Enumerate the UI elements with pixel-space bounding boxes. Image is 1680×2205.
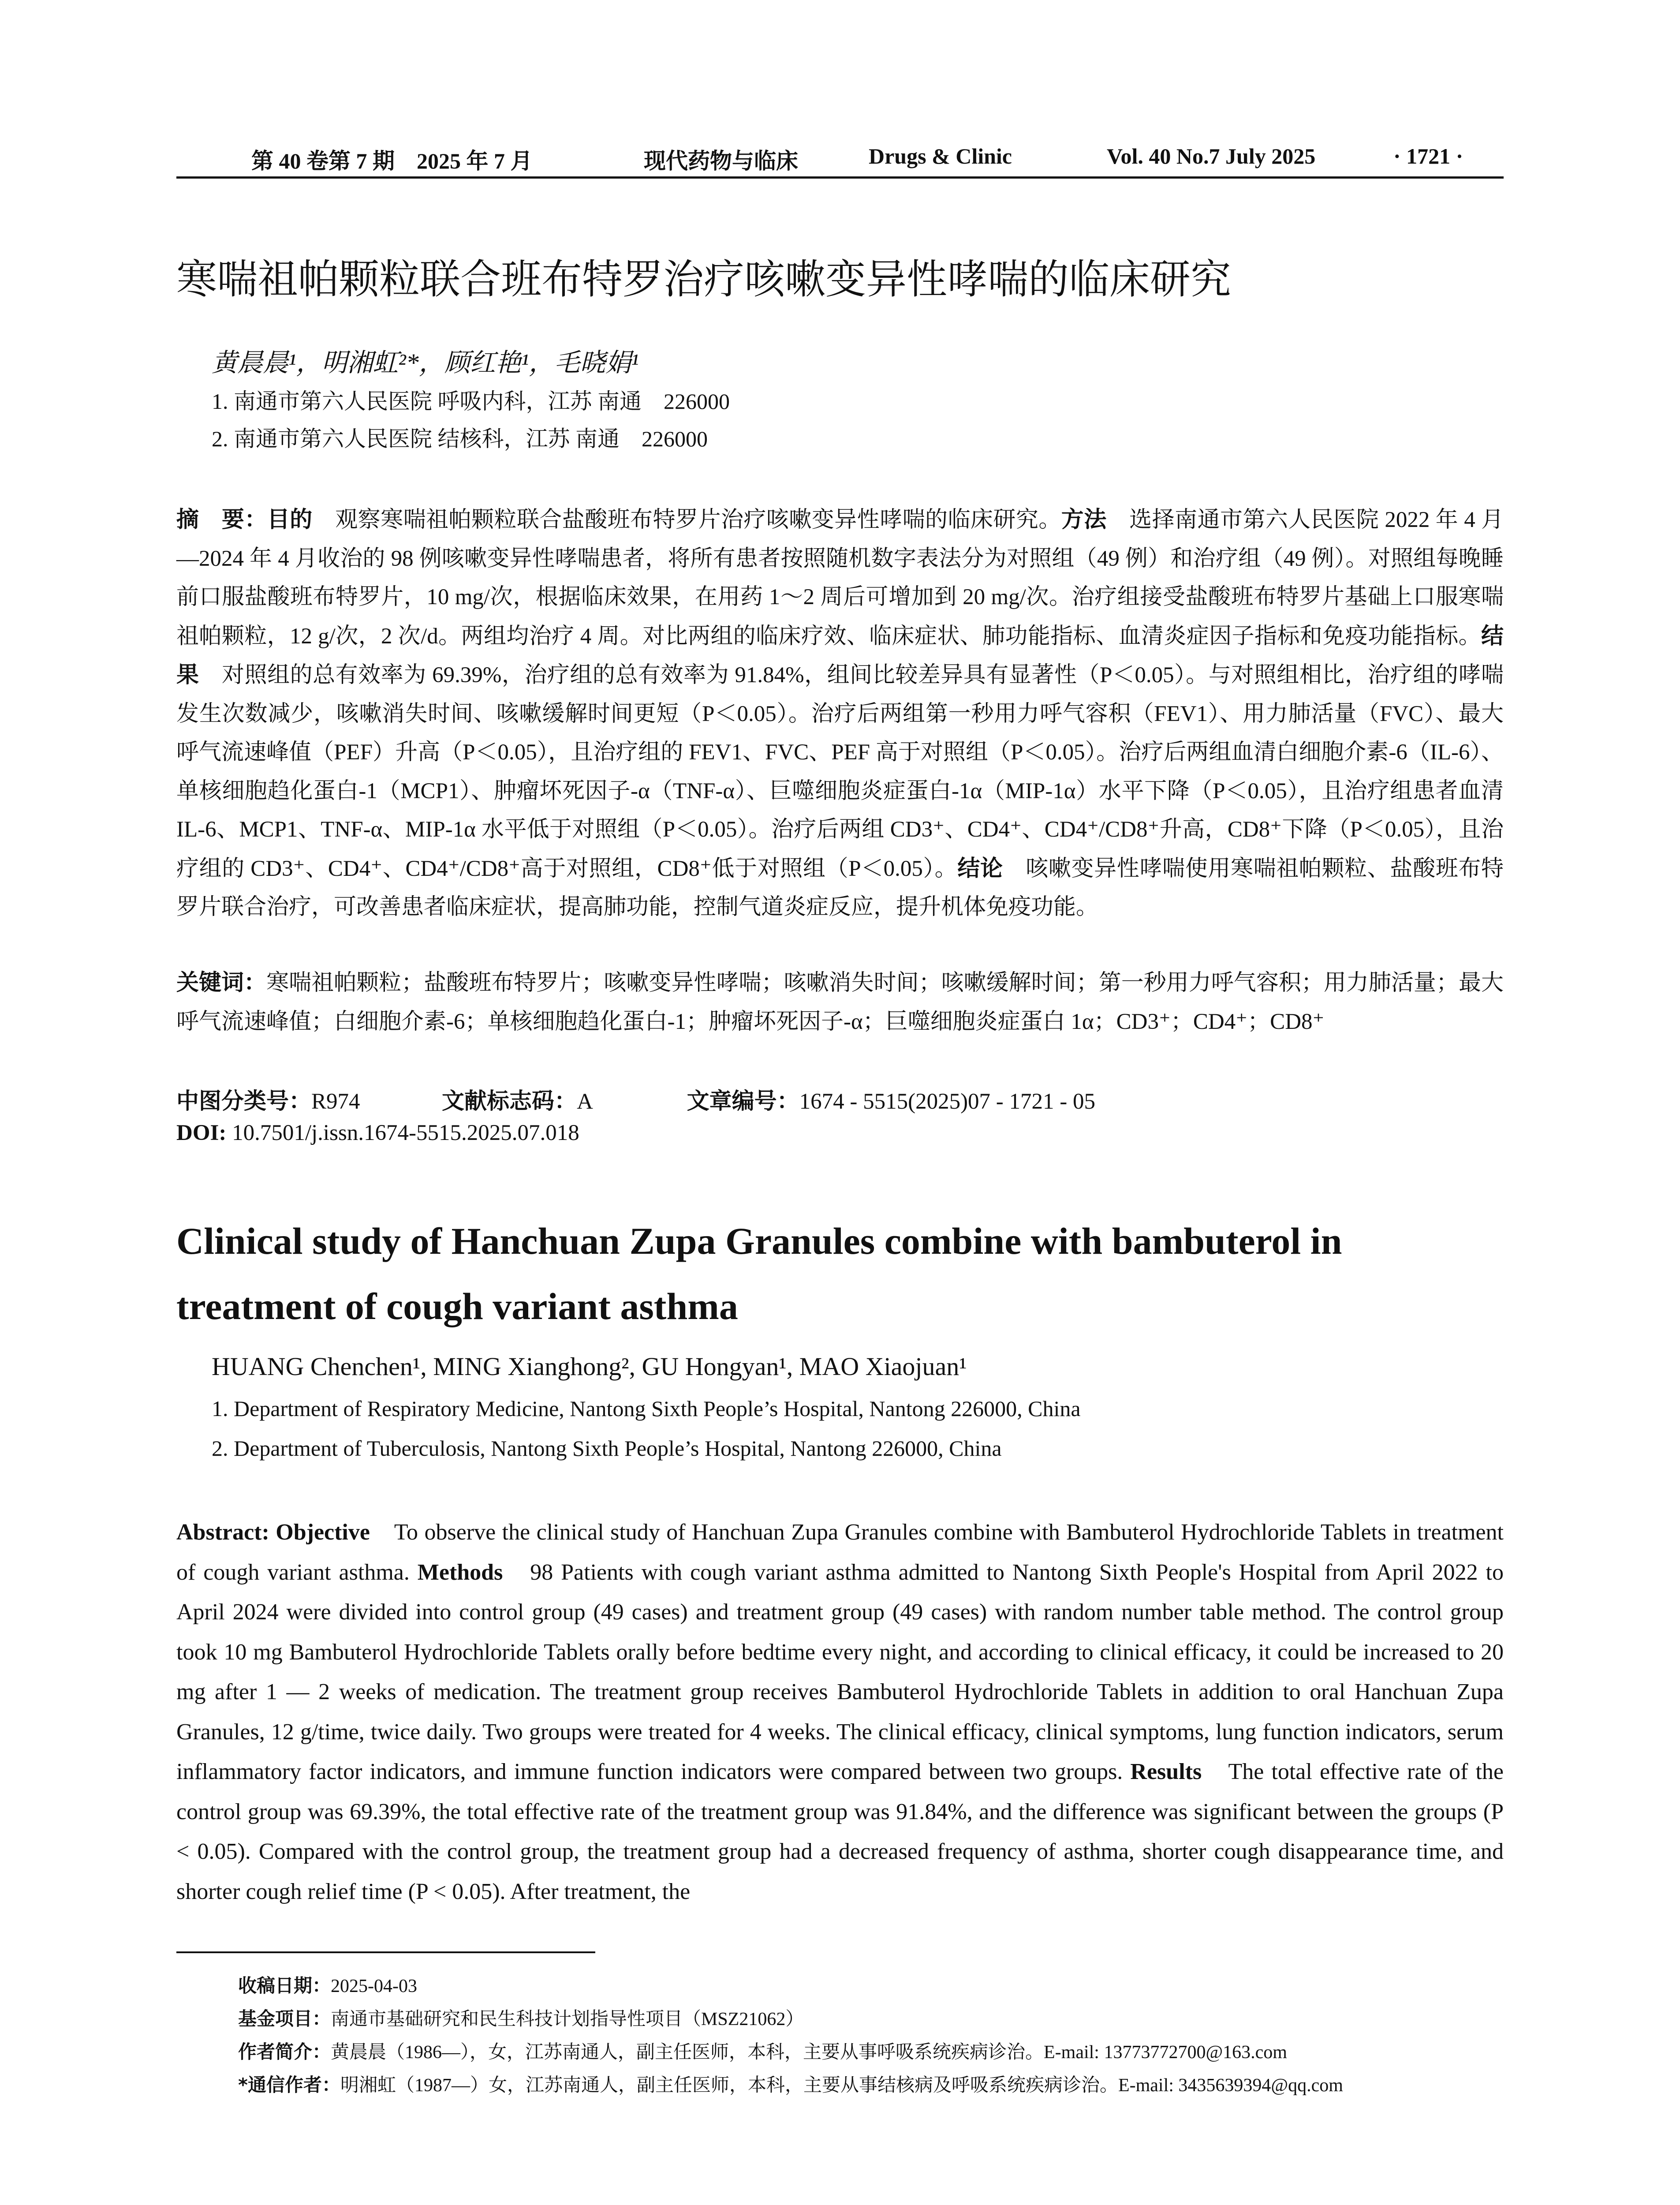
objective-label-cn: 目的 xyxy=(267,507,313,533)
english-abstract xyxy=(176,1513,1504,1912)
english-authors: HUANG Chenchen¹, MING Xianghong², GU Hongyan¹, MAO Xiaojuan¹ xyxy=(212,1352,967,1381)
methods-label-cn: 方法 xyxy=(1061,507,1107,533)
article-no-label: 文章编号： xyxy=(687,1088,799,1114)
footnote-funding-label: 基金项目： xyxy=(238,2008,331,2029)
running-header xyxy=(176,139,1499,174)
header-rule xyxy=(176,176,1504,179)
english-affiliation-1: 1. Department of Respiratory Medicine, Nantong Sixth People’s Hospital, Nantong 226000, China xyxy=(212,1396,1081,1421)
conclusion-label-cn: 结论 xyxy=(957,855,1003,882)
results-text-cn: 对照组的总有效率为 69.39%，治疗组的总有效率为 91.84%，组间比较差异具有显著性（P＜0.05）。与对照组相比，治疗组的哮喘发生次数减少，咳嗽消失时间、咳嗽缓解时间更短（P＜0.05）。治疗后两组第一秒用力呼气容积（FEV1）、用力肺活量（FVC）、最大呼气流速峰值（PEF）升高（P＜0.05），且治疗组的 FEV1、FVC、PEF 高于对照组（P＜0.05）。治疗后两组血清白细胞介素-6（IL-6）、单核细胞趋化蛋白-1（MCP1）、肿瘤坏死因子-α（TNF-α）、巨噬细胞炎症蛋白-1α（MIP-1α）水平下降（P＜0.05），且治疗组患者血清 IL-6、MCP1、TNF-α、MIP-1α 水平低于对照组（P＜0.05）。治疗后两组 CD3⁺、CD4⁺、CD4⁺/CD8⁺升高，CD8⁺下降（P＜0.05），且治疗组的 CD3⁺、CD4⁺、CD4⁺/CD8⁺高于对照组，CD8⁺低于对照组（P＜0.05）。 xyxy=(176,663,1504,881)
article-no-value: 1674 - 5515(2025)07 - 1721 - 05 xyxy=(799,1089,1096,1114)
doi-label: DOI: xyxy=(176,1121,227,1145)
header-page-number: · 1721 · xyxy=(1393,144,1463,168)
clc-value: R974 xyxy=(311,1089,360,1114)
doc-code-label: 文献标志码： xyxy=(442,1088,577,1114)
abstract-label-cn: 摘 要： xyxy=(176,507,267,533)
footnote-corresponding xyxy=(238,2070,1343,2097)
footnote-funding xyxy=(238,2004,804,2031)
doi-value: 10.7501/j.issn.1674-5515.2025.07.018 xyxy=(226,1121,579,1145)
chinese-affiliation-2: 2. 南通市第六人民医院 结核科，江苏 南通 226000 xyxy=(212,426,708,451)
header-journal-cn: 现代药物与临床 xyxy=(644,149,798,173)
chinese-authors: 黄晨晨¹，明湘虹²*，顾红艳¹，毛晓娟¹ xyxy=(212,348,639,377)
methods-label-en: Methods xyxy=(417,1559,503,1585)
chinese-keywords xyxy=(176,964,1504,1041)
header-issue-en: Vol. 40 No.7 July 2025 xyxy=(1107,144,1316,168)
english-title: Clinical study of Hanchuan Zupa Granules combine with bambuterol in treatment of cough variant asthma xyxy=(176,1220,1342,1327)
chinese-title: 寒喘祖帕颗粒联合班布特罗治疗咳嗽变异性哮喘的临床研究 xyxy=(176,256,1232,303)
footnote-received-label: 收稿日期： xyxy=(238,1975,331,1996)
keywords-label: 关键词： xyxy=(176,970,267,996)
footnote-rule xyxy=(176,1951,595,1953)
methods-text-cn: 选择南通市第六人民医院 2022 年 4 月—2024 年 4 月收治的 98 例咳嗽变异性哮喘患者，将所有患者按照随机数字表法分为对照组（49 例）和治疗组（49 例）。对照组每晚睡前口服盐酸班布特罗片，10 mg/次，根据临床效果，在用药 1～2 周后可增加到 20 mg/次。治疗组接受盐酸班布特罗片基础上口服寒喘祖帕颗粒，12 g/次，2 次/d。两组均治疗 4 周。对比两组的临床疗效、临床症状、肺功能指标、血清炎症因子指标和免疫功能指标。 xyxy=(176,508,1504,649)
header-journal-en: Drugs & Clinic xyxy=(869,144,1012,168)
results-text-en: The total effective rate of the control group was 69.39%, the total effective rate of the treatment group was 91.84%, and the difference was significant between the groups (P < 0.05). Compared with the control group, the treatment group had a decreased frequency of asthma, shorter cough disappearance time, and shorter cough relief time (P < 0.05). After treatment, the xyxy=(176,1759,1504,1904)
clc-label: 中图分类号： xyxy=(176,1088,312,1114)
footnote-corresponding-text: 明湘虹（1987—）女，江苏南通人，副主任医师，本科，主要从事结核病及呼吸系统疾病诊治。E-mail: 3435639394@qq.com xyxy=(340,2075,1343,2096)
footnote-received-text: 2025-04-03 xyxy=(331,1976,417,1996)
footnote-author-bio-text: 黄晨晨（1986—），女，江苏南通人，副主任医师，本科，主要从事呼吸系统疾病诊治。E-mail: 13773772700@163.com xyxy=(331,2042,1287,2063)
doc-code-value: A xyxy=(577,1089,592,1114)
methods-text-en: 98 Patients with cough variant asthma admitted to Nantong Sixth People's Hospital from April 2022 to April 2024 were divided into control group (49 cases) and treatment group (49 cases) with random number table method. The control group took 10 mg Bambuterol Hydrochloride Tablets orally before bedtime every night, and according to clinical efficacy, it could be increased to 20 mg after 1 — 2 weeks of medication. The treatment group receives Bambuterol Hydrochloride Tablets in addition to oral Hanchuan Zupa Granules, 12 g/time, twice daily. Two groups were treated for 4 weeks. The clinical efficacy, clinical symptoms, lung function indicators, serum inflammatory factor indicators, and immune function indicators were compared between two groups. xyxy=(176,1559,1504,1784)
results-label-en: Results xyxy=(1130,1759,1202,1784)
footnote-corresponding-label: *通信作者： xyxy=(238,2074,340,2096)
chinese-affiliation-1: 1. 南通市第六人民医院 呼吸内科，江苏 南通 226000 xyxy=(212,389,730,414)
classification-line xyxy=(176,1083,1095,1115)
doi-line xyxy=(176,1120,579,1146)
abstract-label-en: Abstract: Objective xyxy=(176,1520,370,1545)
english-affiliation-2: 2. Department of Tuberculosis, Nantong Sixth People’s Hospital, Nantong 226000, China xyxy=(212,1436,1002,1461)
chinese-abstract xyxy=(176,501,1504,927)
footnote-author-bio xyxy=(238,2037,1287,2064)
conclusion-text-cn: 咳嗽变异性哮喘使用寒喘祖帕颗粒、盐酸班布特罗片联合治疗，可改善患者临床症状，提高肺功能，控制气道炎症反应，提升机体免疫功能。 xyxy=(176,856,1504,919)
footnote-author-bio-label: 作者简介： xyxy=(238,2041,331,2063)
footnote-received xyxy=(238,1971,417,1998)
keywords-text: 寒喘祖帕颗粒；盐酸班布特罗片；咳嗽变异性哮喘；咳嗽消失时间；咳嗽缓解时间；第一秒用力呼气容积；用力肺活量；最大呼气流速峰值；白细胞介素-6；单核细胞趋化蛋白-1；肿瘤坏死因子-α；巨噬细胞炎症蛋白 1α；CD3⁺；CD4⁺；CD8⁺ xyxy=(176,971,1504,1034)
results-label-cn: 结果 xyxy=(176,623,1504,688)
objective-text-cn: 观察寒喘祖帕颗粒联合盐酸班布特罗片治疗咳嗽变异性哮喘的临床研究。 xyxy=(312,508,1061,532)
footnote-funding-text: 南通市基础研究和民生科技计划指导性项目（MSZ21062） xyxy=(331,2009,804,2029)
objective-text-en: To observe the clinical study of Hanchuan Zupa Granules combine with Bambuterol Hydrochloride Tablets in treatment of cough variant asthma. xyxy=(176,1520,1504,1585)
header-issue-cn: 第 40 卷第 7 期 2025 年 7 月 xyxy=(251,149,533,173)
